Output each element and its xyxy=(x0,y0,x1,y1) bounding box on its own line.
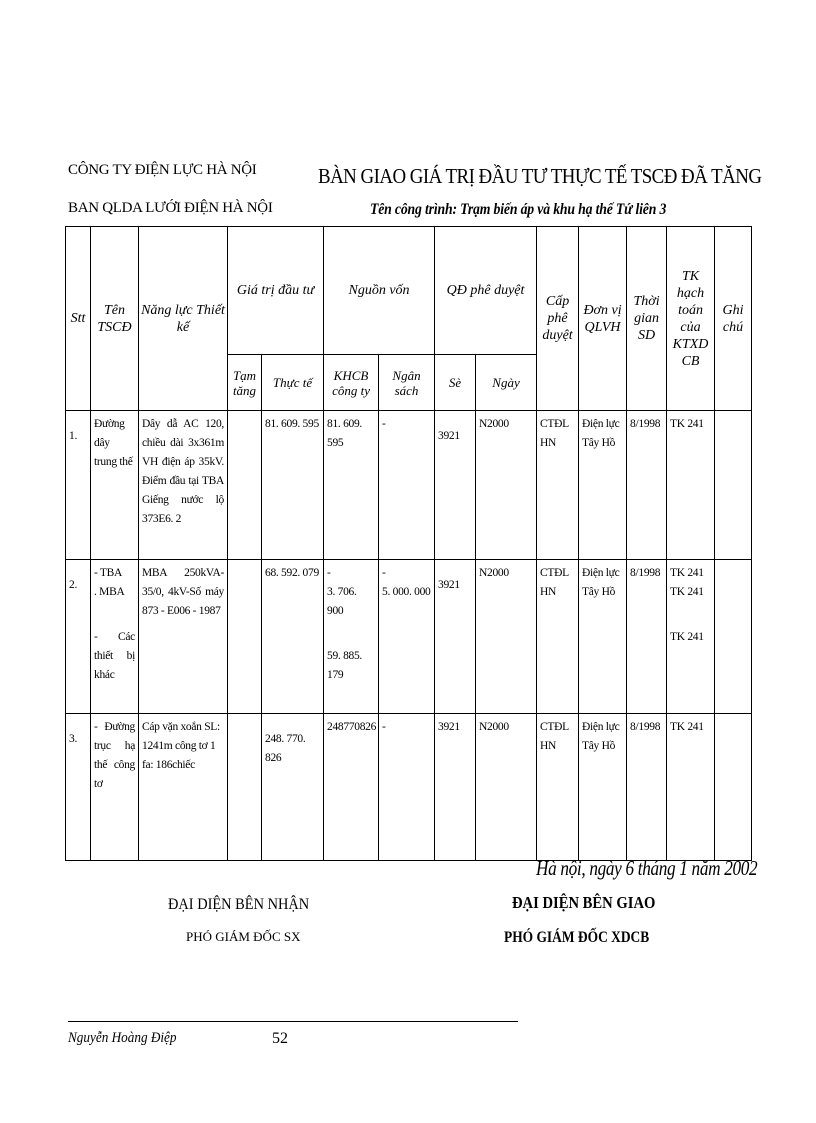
cell-state-budget: - xyxy=(379,411,435,560)
cell-date: N2000 xyxy=(476,560,537,714)
cell-date: N2000 xyxy=(476,411,537,560)
cell-actual: 68. 592. 079 xyxy=(262,560,324,714)
khcb-part: - xyxy=(327,567,331,579)
cell-stt: 3. xyxy=(66,714,91,861)
document-title: BÀN GIAO GIÁ TRỊ ĐẦU TƯ THỰC TẾ TSCĐ ĐÃ TĂNG xyxy=(318,164,762,188)
cell-state-budget xyxy=(379,560,435,714)
cell-account: TK 241 xyxy=(667,411,715,560)
header-approval-level: Cấp phê duyệt xyxy=(537,227,579,411)
cell-stt: 1. xyxy=(66,411,91,560)
cell-usage-period: 8/1998 xyxy=(627,411,667,560)
cell-operating-unit: Điện lực Tây Hồ xyxy=(579,560,627,714)
cell-account xyxy=(667,560,715,714)
cell-operating-unit: Điện lực Tây Hồ xyxy=(579,714,627,861)
header-design-capacity: Năng lực Thiết kế xyxy=(139,227,228,411)
account-part: TK 241 xyxy=(670,631,704,643)
asset-name-part: . MBA xyxy=(94,586,125,598)
department-name: BAN QLDA LƯỚI ĐIỆN HÀ NỘI xyxy=(68,200,273,216)
header-date: Ngày xyxy=(476,355,537,411)
header-usage-period: Thời gian SD xyxy=(627,227,667,411)
giver-representative: ĐẠI DIỆN BÊN GIAO xyxy=(512,893,656,912)
cell-notes xyxy=(715,411,752,560)
header-account: TK hạch toán của KTXD CB xyxy=(667,227,715,411)
cell-khcb xyxy=(324,560,379,714)
header-state-budget: Ngân sách xyxy=(379,355,435,411)
cell-temporary xyxy=(228,560,262,714)
header-temporary: Tạm tăng xyxy=(228,355,262,411)
cell-actual: 248. 770. 826 xyxy=(262,714,324,861)
cell-asset-name: Đường dây trung thế xyxy=(91,411,139,560)
table-row xyxy=(66,560,752,714)
header-number: Sè xyxy=(435,355,476,411)
header-khcb: KHCB công ty xyxy=(324,355,379,411)
cell-approval-level: CTĐL HN xyxy=(537,714,579,861)
footer-divider xyxy=(68,1021,518,1022)
cell-usage-period: 8/1998 xyxy=(627,714,667,861)
header-stt: Stt xyxy=(66,227,91,411)
receiver-role: PHÓ GIÁM ĐỐC SX xyxy=(186,929,301,944)
cell-design-capacity: Cáp vặn xoắn SL: 1241m công tơ 1 fa: 186chiếc xyxy=(139,714,228,861)
asset-name-part: - TBA xyxy=(94,567,122,579)
cell-design-capacity: Dây dẫ AC 120, chiều dài 3x361m VH điện áp 35kV. Điểm đầu tại TBA Giếng nước lộ 373E6. 2 xyxy=(139,411,228,560)
header-asset-name: Tên TSCĐ xyxy=(91,227,139,411)
author-name: Nguyễn Hoàng Điệp xyxy=(68,1030,177,1046)
header-approval-decision: QĐ phê duyệt xyxy=(435,227,537,355)
cell-approval-level: CTĐL HN xyxy=(537,560,579,714)
cell-usage-period: 8/1998 xyxy=(627,560,667,714)
cell-account: TK 241 xyxy=(667,714,715,861)
page-number: 52 xyxy=(272,1030,288,1047)
header-investment-value: Giá trị đầu tư xyxy=(228,227,324,355)
cell-notes xyxy=(715,560,752,714)
asset-handover-table xyxy=(65,226,752,861)
cell-number: 3921 xyxy=(435,560,476,714)
cell-approval-level: CTĐL HN xyxy=(537,411,579,560)
asset-name-part: - Các thiết bị khác xyxy=(94,631,135,681)
cell-asset-name xyxy=(91,560,139,714)
header-notes: Ghi chú xyxy=(715,227,752,411)
header-operating-unit: Đơn vị QLVH xyxy=(579,227,627,411)
cell-number: 3921 xyxy=(435,411,476,560)
project-name: Tên công trình: Trạm biến áp và khu hạ thế Tứ liên 3 xyxy=(370,201,667,218)
receiver-representative: ĐẠI DIỆN BÊN NHẬN xyxy=(168,896,310,913)
khcb-part: 59. 885. 179 xyxy=(327,650,362,681)
cell-khcb: 248770826 xyxy=(324,714,379,861)
table-row xyxy=(66,714,752,861)
account-part: TK 241 xyxy=(670,567,704,579)
cell-state-budget: - xyxy=(379,714,435,861)
cell-operating-unit: Điện lực Tây Hồ xyxy=(579,411,627,560)
budget-part: - xyxy=(382,567,386,579)
cell-number: 3921 xyxy=(435,714,476,861)
company-name: CÔNG TY ĐIỆN LỰC HÀ NỘI xyxy=(68,162,257,178)
cell-notes xyxy=(715,714,752,861)
account-part: TK 241 xyxy=(670,586,704,598)
table-row xyxy=(66,411,752,560)
cell-stt: 2. xyxy=(66,560,91,714)
cell-khcb: 81. 609. 595 xyxy=(324,411,379,560)
cell-design-capacity: MBA 250kVA-35/0, 4kV-Số máy 873 - E006 - 1987 xyxy=(139,560,228,714)
cell-temporary xyxy=(228,411,262,560)
cell-asset-name: - Đường trục hạ thế công tơ xyxy=(91,714,139,861)
header-funding-source: Nguồn vốn xyxy=(324,227,435,355)
cell-date: N2000 xyxy=(476,714,537,861)
khcb-part: 3. 706. 900 xyxy=(327,586,357,617)
giver-role: PHÓ GIÁM ĐỐC XDCB xyxy=(504,929,650,946)
budget-part: 5. 000. 000 xyxy=(382,586,431,598)
cell-actual: 81. 609. 595 xyxy=(262,411,324,560)
header-actual: Thực tế xyxy=(262,355,324,411)
signing-date: Hà nội, ngày 6 tháng 1 năm 2002 xyxy=(536,856,758,880)
cell-temporary xyxy=(228,714,262,861)
